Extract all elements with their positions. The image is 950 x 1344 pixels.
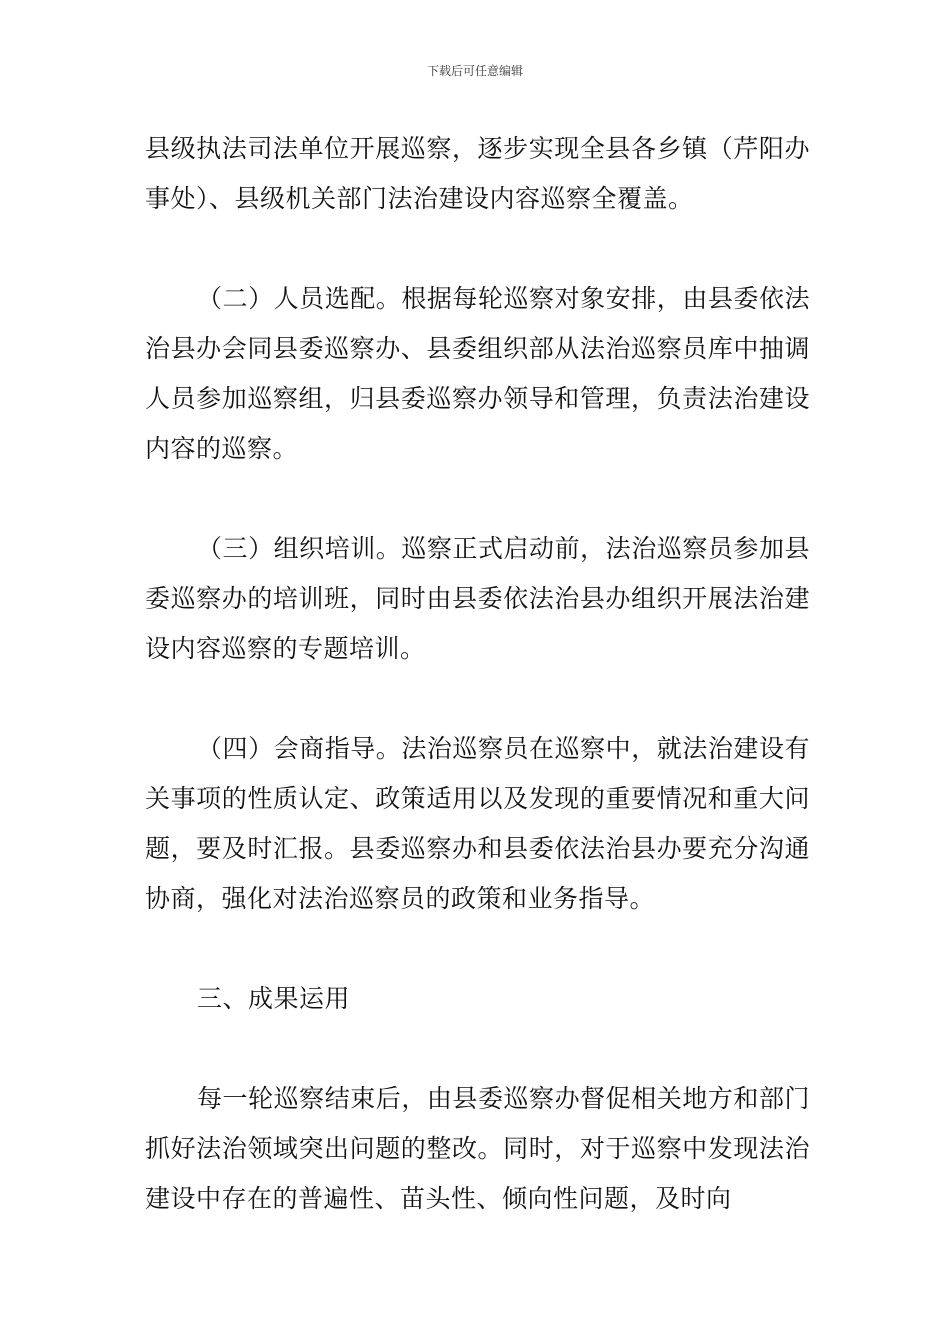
paragraph-continuation: 县级执法司法单位开展巡察，逐步实现全县各乡镇（芹阳办事处）、县级机关部门法治建设内容巡察全覆盖。 [145, 134, 810, 213]
document-body [145, 124, 810, 1224]
section-heading-results-application: 三、成果运用 [197, 984, 351, 1013]
page-header-note: 下载后可任意编辑 [426, 64, 523, 78]
paragraph-training: （三）组织培训。巡察正式启动前，法治巡察员参加县委巡察办的培训班，同时由县委依法治县办组织开展法治建设内容巡察的专题培训。 [145, 534, 810, 663]
paragraph-consultation-guidance: （四）会商指导。法治巡察员在巡察中，就法治建设有关事项的性质认定、政策适用以及发现的重要情况和重大问题，要及时汇报。县委巡察办和县委依法治县办要充分沟通协商，强化对法治巡察员的政策和业务指导。 [145, 734, 810, 913]
paragraph-personnel-selection: （二）人员选配。根据每轮巡察对象安排，由县委依法治县办会同县委巡察办、县委组织部从法治巡察员库中抽调人员参加巡察组，归县委巡察办领导和管理，负责法治建设内容的巡察。 [145, 284, 810, 463]
paragraph-results-application: 每一轮巡察结束后，由县委巡察办督促相关地方和部门抓好法治领域突出问题的整改。同时，对于巡察中发现法治建设中存在的普遍性、苗头性、倾向性问题，及时向 [145, 1084, 810, 1213]
